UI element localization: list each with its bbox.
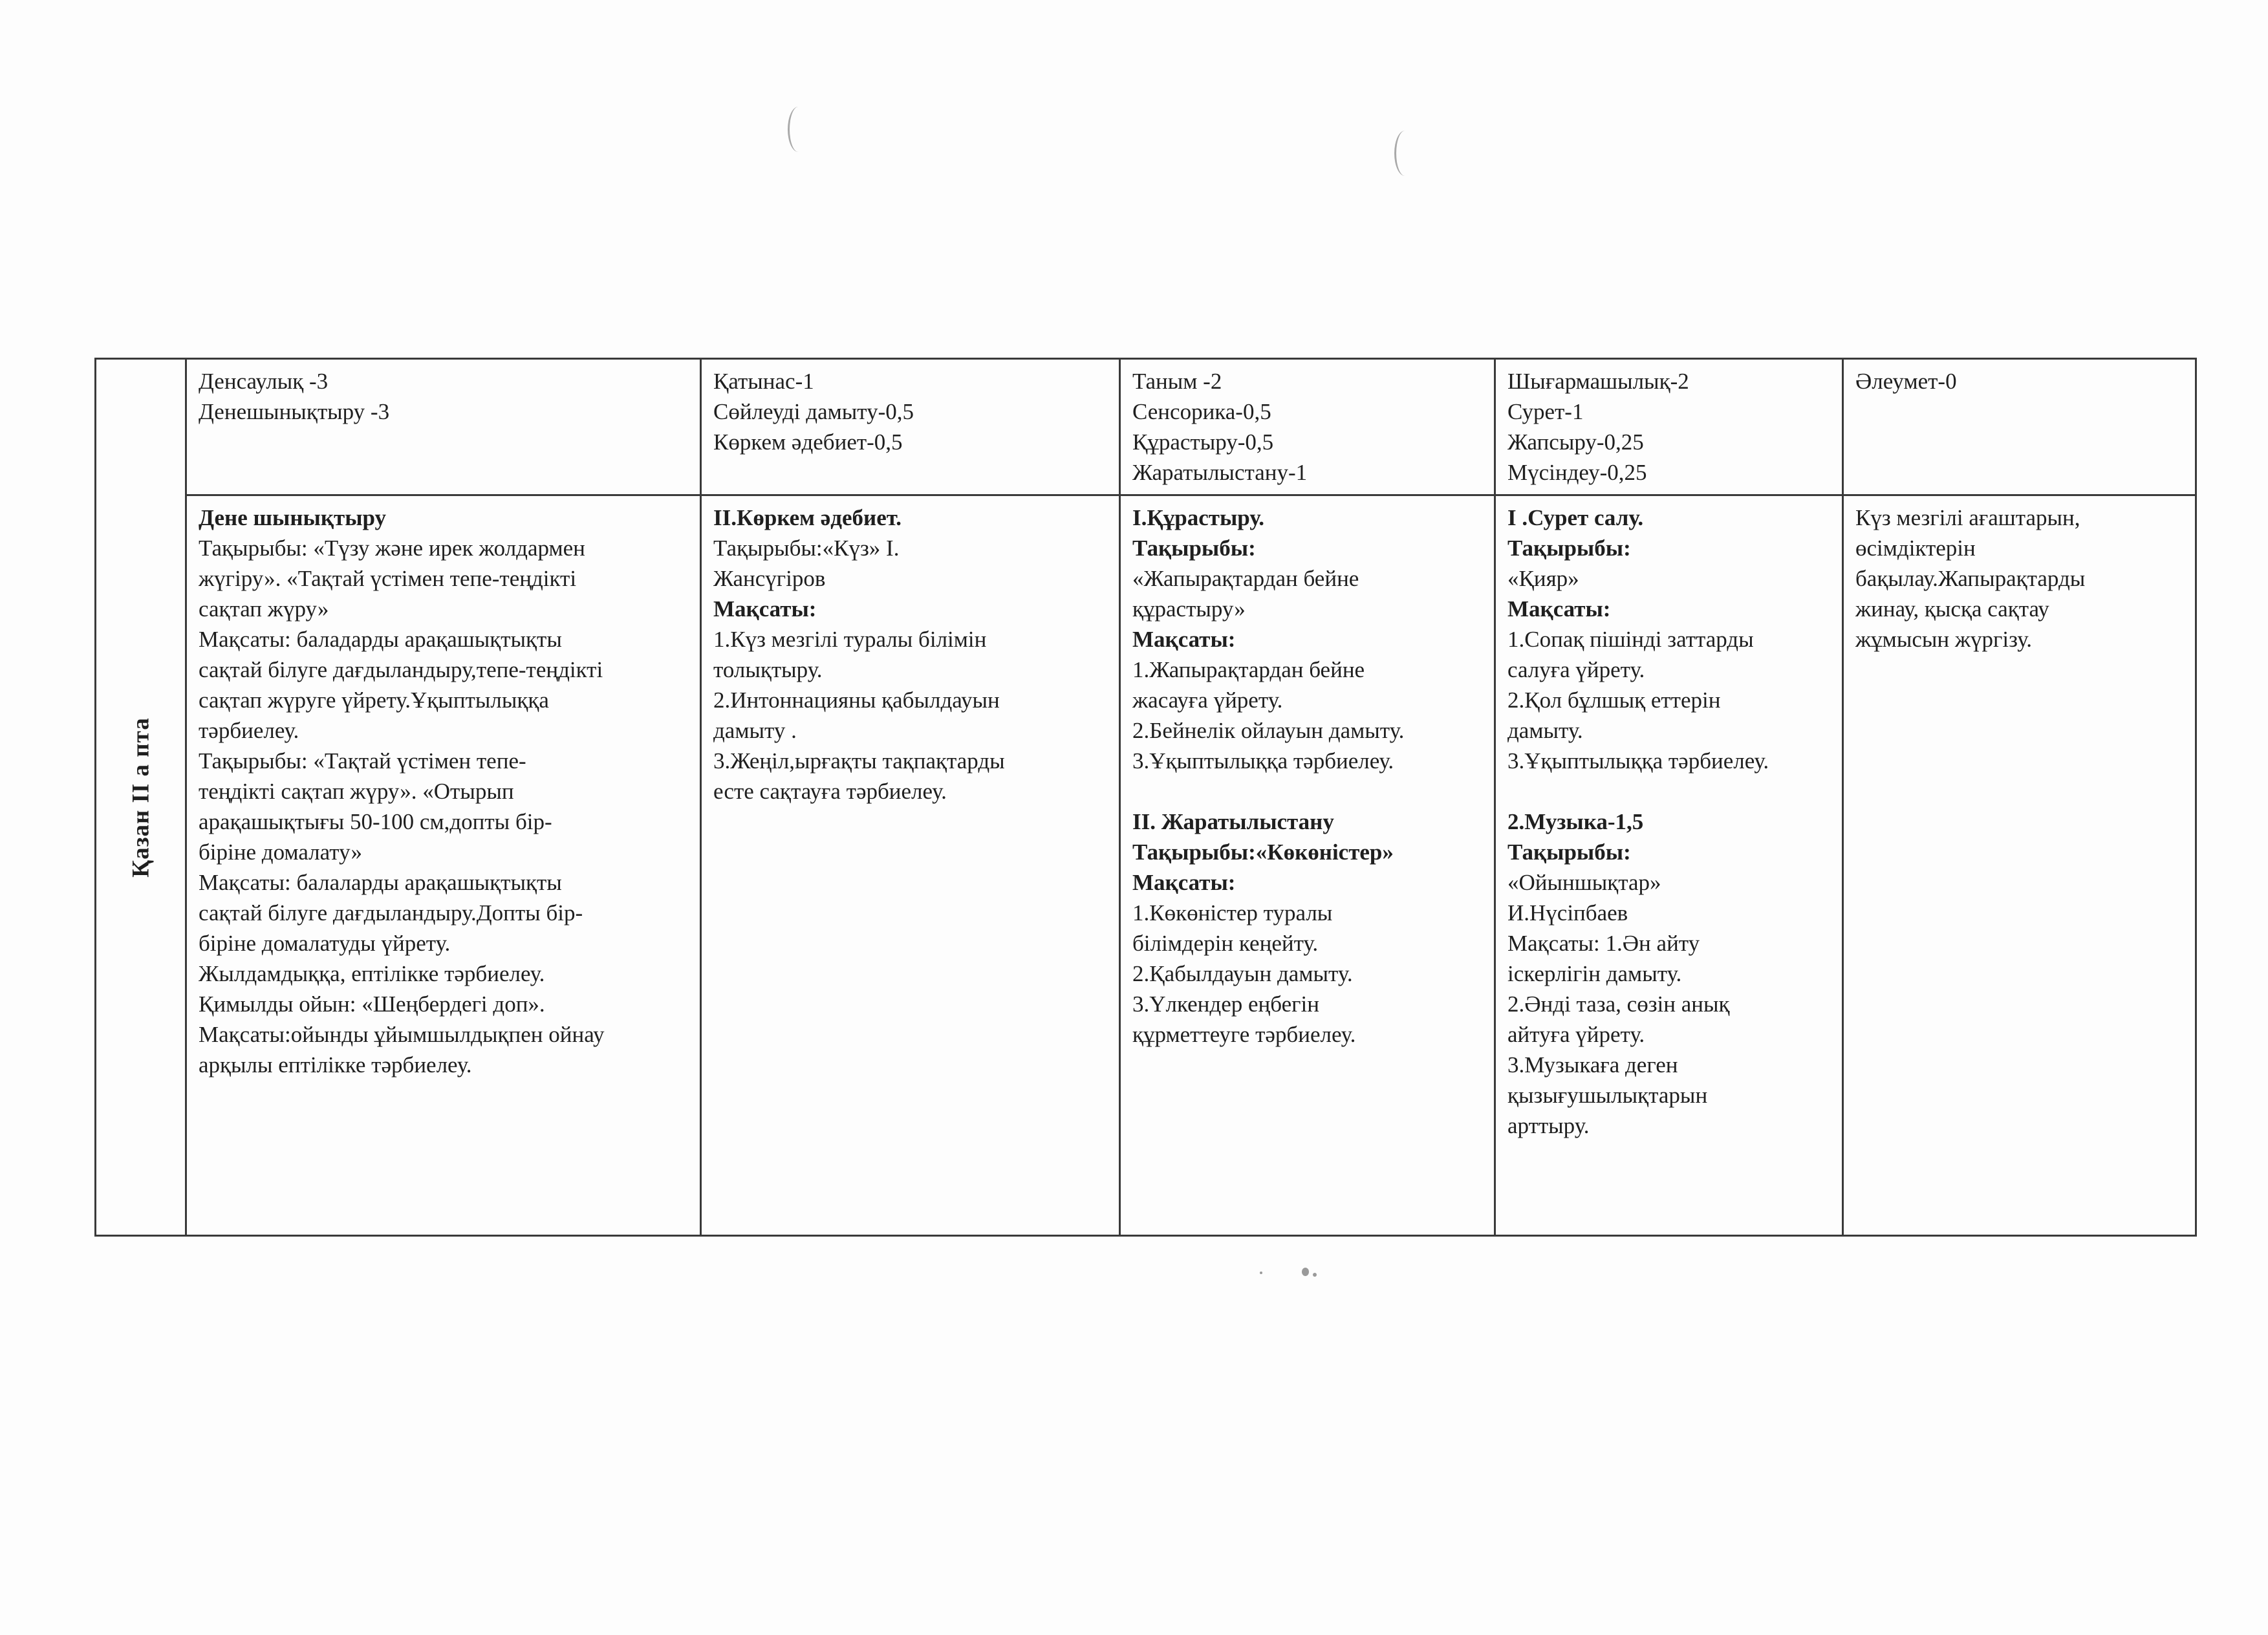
content-line: 2.Қол бұлшық еттерін bbox=[1507, 688, 1721, 713]
header-line: Жапсыру-0,25 bbox=[1507, 429, 1644, 455]
content-cell-construction-nature bbox=[1120, 495, 1495, 1236]
content-line: есте сақтауға тәрбиелеу. bbox=[713, 779, 947, 804]
content-line: жинау, қысқа сақтау bbox=[1855, 596, 2049, 622]
content-line: дамыту . bbox=[713, 718, 797, 743]
header-line: Құрастыру-0,5 bbox=[1132, 429, 1274, 455]
header-cell-health bbox=[186, 359, 701, 495]
content-line: бақылау.Жапырақтарды bbox=[1855, 566, 2086, 591]
scan-speck bbox=[1260, 1272, 1262, 1274]
header-line: Денсаулық -3 bbox=[199, 369, 329, 394]
content-line: 2.Интоннацияны қабылдауын bbox=[713, 688, 1000, 713]
content-line: сақтай білуге дағдыландыру.Допты бір- bbox=[199, 900, 583, 926]
content-line: Мақсаты: bbox=[1132, 870, 1236, 895]
content-cell-physical-education bbox=[186, 495, 701, 1236]
content-line: Күз мезгілі ағаштарын, bbox=[1855, 505, 2080, 530]
period-label: Қазан ІІ а пта bbox=[127, 717, 154, 878]
content-line: Тақырыбы: bbox=[1507, 839, 1631, 865]
content-line: Тақырыбы: bbox=[1507, 536, 1631, 561]
header-cell-creativity bbox=[1495, 359, 1843, 495]
content-line: Мақсаты: 1.Ән айту bbox=[1507, 931, 1700, 956]
header-row bbox=[96, 359, 2196, 495]
content-line: салуға үйрету. bbox=[1507, 657, 1645, 682]
content-cell-literature bbox=[701, 495, 1120, 1236]
content-line: І.Құрастыру. bbox=[1132, 505, 1265, 530]
header-line: Сенсорика-0,5 bbox=[1132, 399, 1271, 424]
content-line: ІІ.Көркем әдебиет. bbox=[713, 505, 902, 530]
content-line: 3.Үлкендер еңбегін bbox=[1132, 991, 1319, 1017]
scan-mark-right bbox=[1394, 131, 1416, 176]
content-line: 2.Музыка-1,5 bbox=[1507, 809, 1644, 834]
content-cell-social bbox=[1843, 495, 2196, 1236]
header-line: Мүсіндеу-0,25 bbox=[1507, 460, 1647, 485]
content-line: Жылдамдыққа, ептілікке тәрбиелеу. bbox=[199, 961, 545, 986]
content-row bbox=[96, 495, 2196, 1236]
content-line: қызығушылықтарын bbox=[1507, 1083, 1708, 1108]
content-line: Мақсаты: балаларды арақашықтықты bbox=[199, 870, 562, 895]
content-line: 2.Бейнелік ойлауын дамыту. bbox=[1132, 718, 1405, 743]
content-line: 1.Күз мезгілі туралы білімін bbox=[713, 627, 987, 652]
content-line: Жансүгіров bbox=[713, 566, 826, 591]
content-line: Мақсаты: bbox=[1507, 596, 1611, 622]
header-line: Қатынас-1 bbox=[713, 369, 814, 394]
content-line: 3.Жеңіл,ырғақты тақпақтарды bbox=[713, 748, 1005, 774]
content-line: Тақырыбы:«Күз» І. bbox=[713, 536, 900, 561]
content-line: толықтыру. bbox=[713, 657, 823, 682]
content-line: Тақырыбы:«Көкөністер» bbox=[1132, 839, 1394, 865]
content-line: іскерлігін дамыту. bbox=[1507, 961, 1682, 986]
content-line: Мақсаты:ойынды ұйымшылдықпен ойнау bbox=[199, 1022, 605, 1047]
content-line: құрметтеуге тәрбиелеу. bbox=[1132, 1022, 1356, 1047]
content-line: «Жапырақтардан бейне bbox=[1132, 566, 1359, 591]
content-line: жұмысын жүргізу. bbox=[1855, 627, 2032, 652]
scan-speck bbox=[1313, 1273, 1317, 1277]
content-line: 2.Әнді таза, сөзін анық bbox=[1507, 991, 1730, 1017]
content-line: Дене шынықтыру bbox=[199, 505, 387, 530]
header-line: Әлеумет-0 bbox=[1855, 369, 1957, 394]
content-line: І .Сурет салу. bbox=[1507, 505, 1644, 530]
content-line: Қимылды ойын: «Шеңбердегі доп». bbox=[199, 991, 545, 1017]
content-line: арқылы ептілікке тәрбиелеу. bbox=[199, 1052, 472, 1077]
header-line: Денешынықтыру -3 bbox=[199, 399, 390, 424]
content-line: сақтап жүру» bbox=[199, 596, 329, 622]
header-line: Сөйлеуді дамыту-0,5 bbox=[713, 399, 914, 424]
header-line: Көркем әдебиет-0,5 bbox=[713, 429, 903, 455]
content-line: құрастыру» bbox=[1132, 596, 1246, 622]
content-line: 3.Ұқыптылыққа тәрбиелеу. bbox=[1132, 748, 1394, 774]
header-cell-communication bbox=[701, 359, 1120, 495]
content-line: «Ойыншықтар» bbox=[1507, 870, 1661, 895]
content-line: Тақырыбы: «Тақтай үстімен тепе- bbox=[199, 748, 526, 774]
content-line: теңдікті сақтап жүру». «Отырып bbox=[199, 779, 514, 804]
content-line bbox=[1507, 776, 1830, 807]
content-line: білімдерін кеңейту. bbox=[1132, 931, 1319, 956]
content-line: ІІ. Жаратылыстану bbox=[1132, 809, 1334, 834]
content-line: арттыру. bbox=[1507, 1113, 1590, 1138]
header-line: Шығармашылық-2 bbox=[1507, 369, 1689, 394]
content-line: Мақсаты: баладарды арақашықтықты bbox=[199, 627, 562, 652]
header-line: Таным -2 bbox=[1132, 369, 1222, 394]
header-line: Жаратылыстану-1 bbox=[1132, 460, 1308, 485]
content-line: дамыту. bbox=[1507, 718, 1583, 743]
content-line: жүгіру». «Тақтай үстімен тепе-теңдікті bbox=[199, 566, 577, 591]
content-line: Мақсаты: bbox=[713, 596, 817, 622]
content-line: 2.Қабылдауын дамыту. bbox=[1132, 961, 1353, 986]
content-line: біріне домалатуды үйрету. bbox=[199, 931, 451, 956]
content-line: «Қияр» bbox=[1507, 566, 1579, 591]
content-line: 3.Музыкаға деген bbox=[1507, 1052, 1678, 1077]
content-line: тәрбиелеу. bbox=[199, 718, 299, 743]
content-line: сақтап жүруге үйрету.Ұқыптылыққа bbox=[199, 688, 549, 713]
content-line: И.Нүсіпбаев bbox=[1507, 900, 1628, 926]
header-cell-cognition bbox=[1120, 359, 1495, 495]
content-line: өсімдіктерін bbox=[1855, 536, 1976, 561]
content-line: Мақсаты: bbox=[1132, 627, 1236, 652]
content-line bbox=[1132, 776, 1482, 807]
scan-mark-left bbox=[788, 107, 809, 152]
content-cell-drawing-music bbox=[1495, 495, 1843, 1236]
content-line: Тақырыбы: «Түзу және ирек жолдармен bbox=[199, 536, 585, 561]
content-line: сақтай білуге дағдыландыру,тепе-теңдікті bbox=[199, 657, 603, 682]
scan-speck bbox=[1302, 1268, 1309, 1276]
content-line: 3.Ұқыптылыққа тәрбиелеу. bbox=[1507, 748, 1769, 774]
content-line: айтуға үйрету. bbox=[1507, 1022, 1645, 1047]
content-line: 1.Сопақ пішінді заттарды bbox=[1507, 627, 1754, 652]
header-cell-social bbox=[1843, 359, 2196, 495]
header-line: Сурет-1 bbox=[1507, 399, 1584, 424]
period-cell bbox=[96, 359, 186, 1236]
content-line: 1.Көкөністер туралы bbox=[1132, 900, 1333, 926]
content-line: Тақырыбы: bbox=[1132, 536, 1256, 561]
weekly-plan-table bbox=[94, 358, 2197, 1237]
content-line: арақашықтығы 50-100 см,допты бір- bbox=[199, 809, 552, 834]
content-line: біріне домалату» bbox=[199, 839, 362, 865]
content-line: 1.Жапырақтардан бейне bbox=[1132, 657, 1365, 682]
content-line: жасауға үйрету. bbox=[1132, 688, 1283, 713]
